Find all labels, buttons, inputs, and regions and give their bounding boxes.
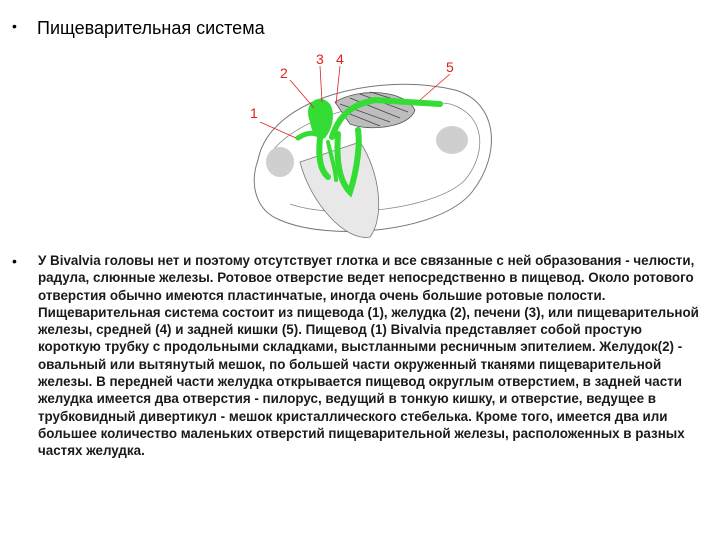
anterior-adductor: [266, 147, 294, 177]
body-text: У Bivalvia головы нет и поэтому отсутствует глотка и все связанные с ней образования - челюсти, радула, слюнные железы. Ротовое отверстие ведет непосредственно в пищевод. Около ротового отверстия обычно имеются пластинчатые, иногда очень большие ротовые полости. Пищеварительная система состоит из пищевода (1), желудка (2), печени (3), или пищеварительной железы, средней (4) и задней кишки (5). Пищевод (1) Bivalvia представляет собой простую короткую трубку с продольными складками, выстланными ресничным эпителием. Желудок(2) - овальный или вытянутый мешок, по большей части окруженный тканями пищеварительной железы. В передней части желудка открывается пищевод округлым отверстием, в задней части желудка имеется два отверстия - пилорус, ведущий в тонкую кишку, и отверстие, ведущее в трубковидный дивертикул - мешок кристаллического стебелька. Кроме того, имеется два или большее количество маленьких отверстий пищеварительной железы, расположенных в разных частях желудка.: [38, 253, 699, 459]
leader-4: [336, 66, 340, 104]
posterior-adductor: [436, 126, 468, 154]
bullet-title: •: [12, 18, 17, 34]
label-4: 4: [336, 51, 344, 67]
leader-5: [420, 74, 450, 100]
esophagus: [298, 133, 316, 138]
leader-2: [290, 80, 314, 108]
leader-3: [320, 66, 322, 102]
label-3: 3: [316, 51, 324, 67]
bivalve-digestive-diagram: [240, 42, 510, 252]
slide-title: Пищеварительная система: [37, 18, 265, 38]
label-1: 1: [250, 105, 258, 121]
bullet-body: •: [12, 253, 17, 269]
label-5: 5: [446, 59, 454, 75]
label-2: 2: [280, 65, 288, 81]
